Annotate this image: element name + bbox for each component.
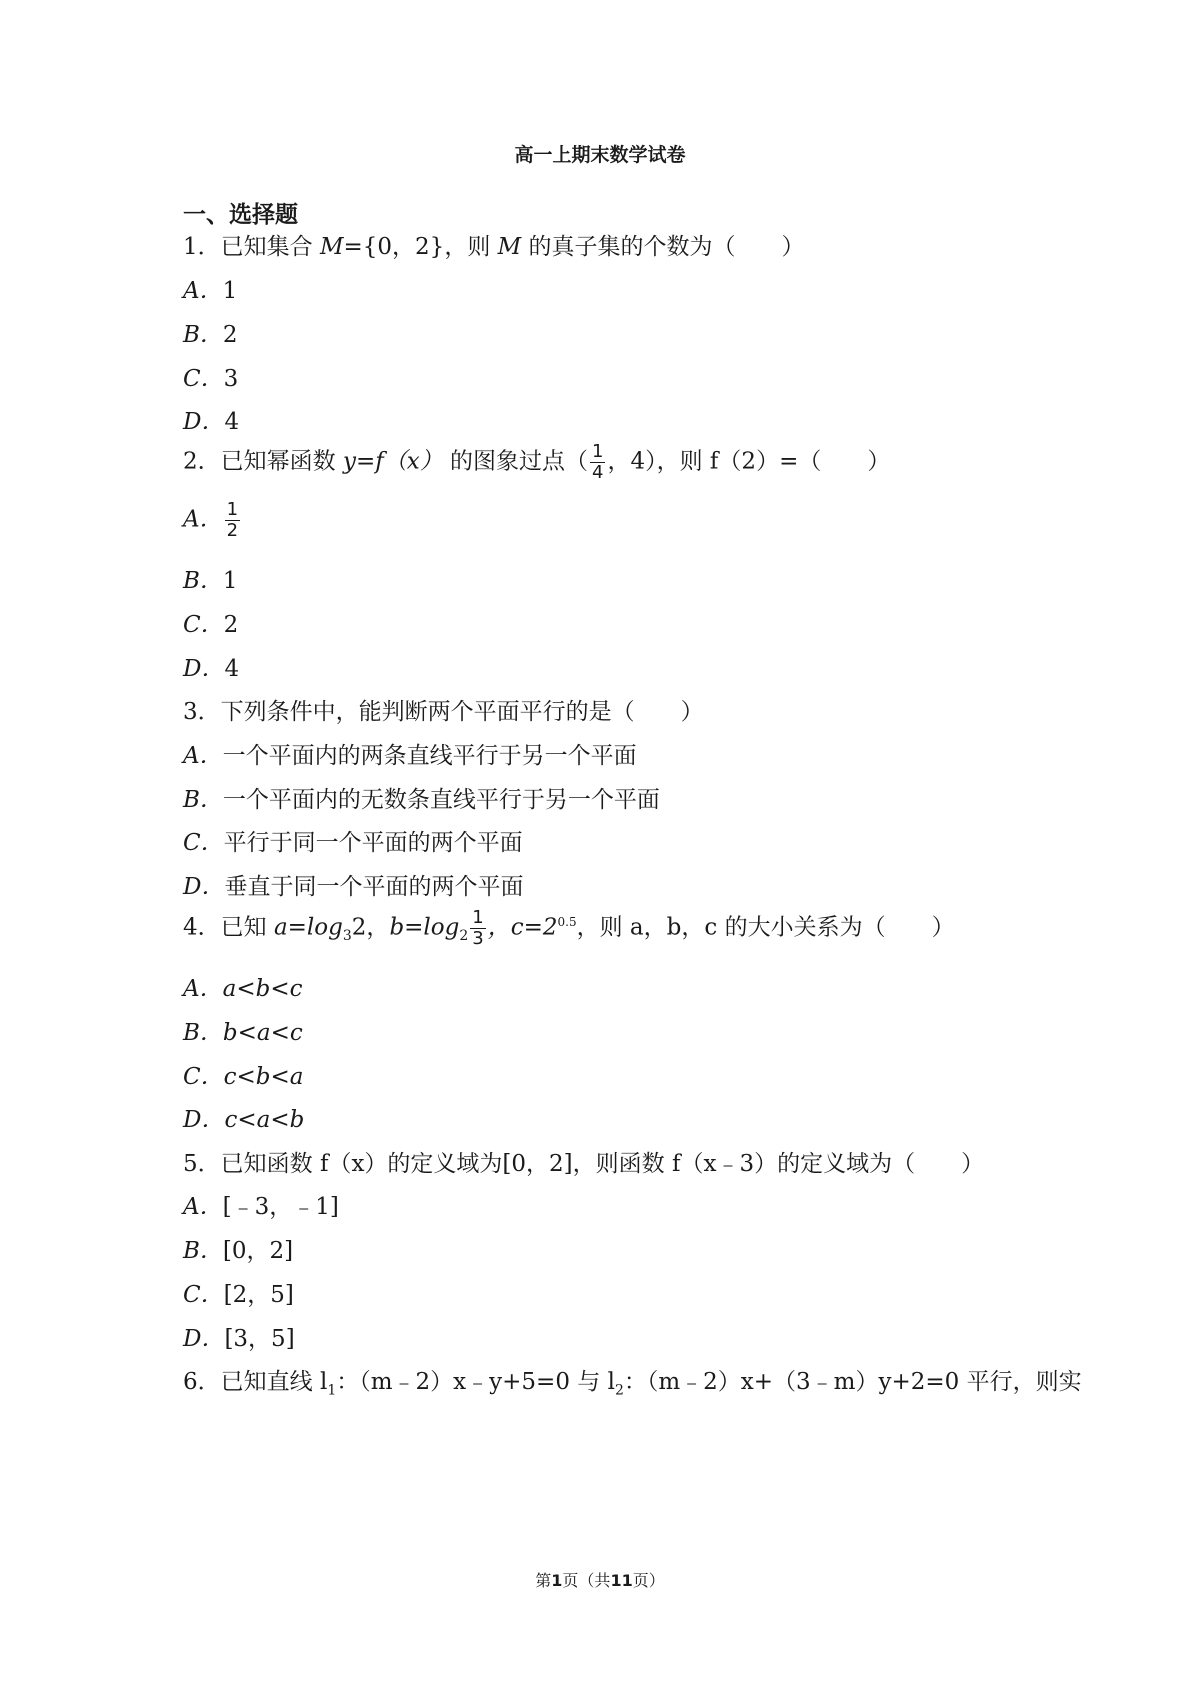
option-c[interactable] [183,360,238,393]
math-expr: 2， [351,914,390,941]
option-text: 垂直于同一个平面的两个平面 [224,874,524,900]
question-text: ：（m﹣2）x﹣y+5=0 与 l [336,1369,615,1395]
option-b[interactable] [183,781,660,814]
math-expr: ，c=2 [487,914,558,941]
question-text: 已知 [220,914,274,941]
option-letter: B． [183,322,223,348]
option-b[interactable] [183,1014,303,1047]
question-5 [183,1145,984,1178]
option-text: 1 [222,278,238,304]
option-c[interactable] [183,824,523,857]
fraction-numerator: 1 [472,907,484,928]
option-letter: A． [183,976,223,1002]
page-footer [0,1568,1200,1591]
subscript: 1 [327,1382,337,1399]
subscript: 2 [459,928,469,945]
option-letter: C． [183,1282,224,1308]
option-text: a<b<c [222,976,303,1002]
question-text: 已知幂函数 [220,448,343,475]
question-6 [183,1363,1082,1399]
option-text: [0，2] [222,1238,294,1264]
option-d[interactable] [183,1101,304,1134]
option-c[interactable] [183,1276,294,1309]
question-text: 已知函数 f（x）的定义域为[0，2]，则函数 f（x﹣3）的定义域为（ ） [220,1151,985,1177]
question-text: 的图象过点（ [442,448,589,475]
option-text: [3，5] [224,1326,295,1352]
math-expr: f（2）=（ ） [709,448,891,475]
option-a[interactable] [183,737,637,770]
superscript: 0.5 [557,914,577,929]
option-letter: D． [183,1326,225,1352]
option-b[interactable] [183,316,238,349]
option-text: b<a<c [222,1020,303,1046]
math-expr: a=log [273,914,343,941]
option-text: 4 [224,409,240,435]
option-d[interactable] [183,868,523,901]
question-text: ={0，2}，则 [343,234,498,260]
option-d[interactable] [183,1320,295,1353]
fraction-denominator: 4 [592,462,604,483]
question-text: ，则 a，b，c 的大小关系为（ ） [576,914,955,941]
option-text: [2，5] [223,1282,294,1308]
option-a[interactable] [183,272,237,305]
question-3 [183,693,704,726]
option-letter: D． [183,874,225,900]
math-expr: b=log [389,914,460,941]
footer-text: 第 [535,1571,552,1590]
fraction-denominator: 2 [226,520,239,541]
option-text: [﹣3，﹣1] [222,1194,339,1220]
total-pages: 11 [610,1571,633,1590]
fraction [225,500,240,541]
page-title: 高一上期末数学试卷 [514,144,686,166]
question-text: 已知直线 l [220,1369,328,1395]
option-a[interactable] [183,500,242,541]
option-letter: A． [183,1194,223,1220]
option-text: 4 [224,656,240,682]
option-text: c<a<b [224,1107,305,1133]
question-number: 4． [183,914,221,941]
math-var: M [319,234,344,260]
fraction-denominator: 3 [472,928,484,949]
math-expr: y=f（x） [342,448,443,475]
question-number: 1． [183,234,221,260]
option-a[interactable] [183,1188,339,1221]
option-letter: C． [183,612,224,638]
question-number: 5． [183,1151,221,1177]
option-a[interactable] [183,970,303,1003]
question-number: 6． [183,1369,221,1395]
option-text: 一个平面内的无数条直线平行于另一个平面 [222,787,660,813]
option-text: 2 [222,322,238,348]
footer-text: 页（共 [562,1571,611,1590]
option-letter: D． [183,1107,225,1133]
option-text: 2 [223,612,239,638]
option-b[interactable] [183,562,238,595]
question-number: 3． [183,699,221,725]
question-2 [183,442,890,483]
subscript: 3 [342,928,352,945]
option-letter: B． [183,1238,223,1264]
fraction [590,442,605,483]
option-letter: D． [183,656,225,682]
option-c[interactable] [183,1058,303,1091]
subscript: 2 [614,1382,624,1399]
fraction-numerator: 1 [226,499,239,520]
option-letter: B． [183,1020,223,1046]
option-text: 平行于同一个平面的两个平面 [223,830,523,856]
option-letter: A． [183,506,223,533]
option-text: 1 [222,568,238,594]
math-var: M [497,234,522,260]
option-letter: B． [183,568,223,594]
fraction [470,908,485,949]
question-4 [183,908,955,949]
page-number: 1 [551,1571,563,1590]
option-b[interactable] [183,1232,293,1265]
option-text: 一个平面内的两条直线平行于另一个平面 [222,743,637,769]
option-letter: A． [183,278,223,304]
section-heading: 一、选择题 [183,202,298,228]
footer-text: 页） [632,1571,665,1590]
question-text: 的真子集的个数为（ ） [521,234,805,260]
option-letter: A． [183,743,223,769]
question-1 [183,228,805,261]
option-c[interactable] [183,606,238,639]
option-text: 3 [223,366,239,392]
question-number: 2． [183,448,221,475]
question-text: ，4），则 [607,448,710,475]
option-letter: C． [183,366,224,392]
option-d[interactable] [183,650,239,683]
option-letter: D． [183,409,225,435]
option-letter: C． [183,1064,224,1090]
option-letter: B． [183,787,223,813]
question-text: 下列条件中，能判断两个平面平行的是（ ） [220,699,704,725]
option-d[interactable] [183,403,239,436]
option-text: c<b<a [223,1064,304,1090]
question-text: 已知集合 [220,234,320,260]
question-text: ：（m﹣2）x+（3﹣m）y+2=0 平行，则实 [623,1369,1082,1395]
option-letter: C． [183,830,224,856]
fraction-numerator: 1 [592,441,604,462]
